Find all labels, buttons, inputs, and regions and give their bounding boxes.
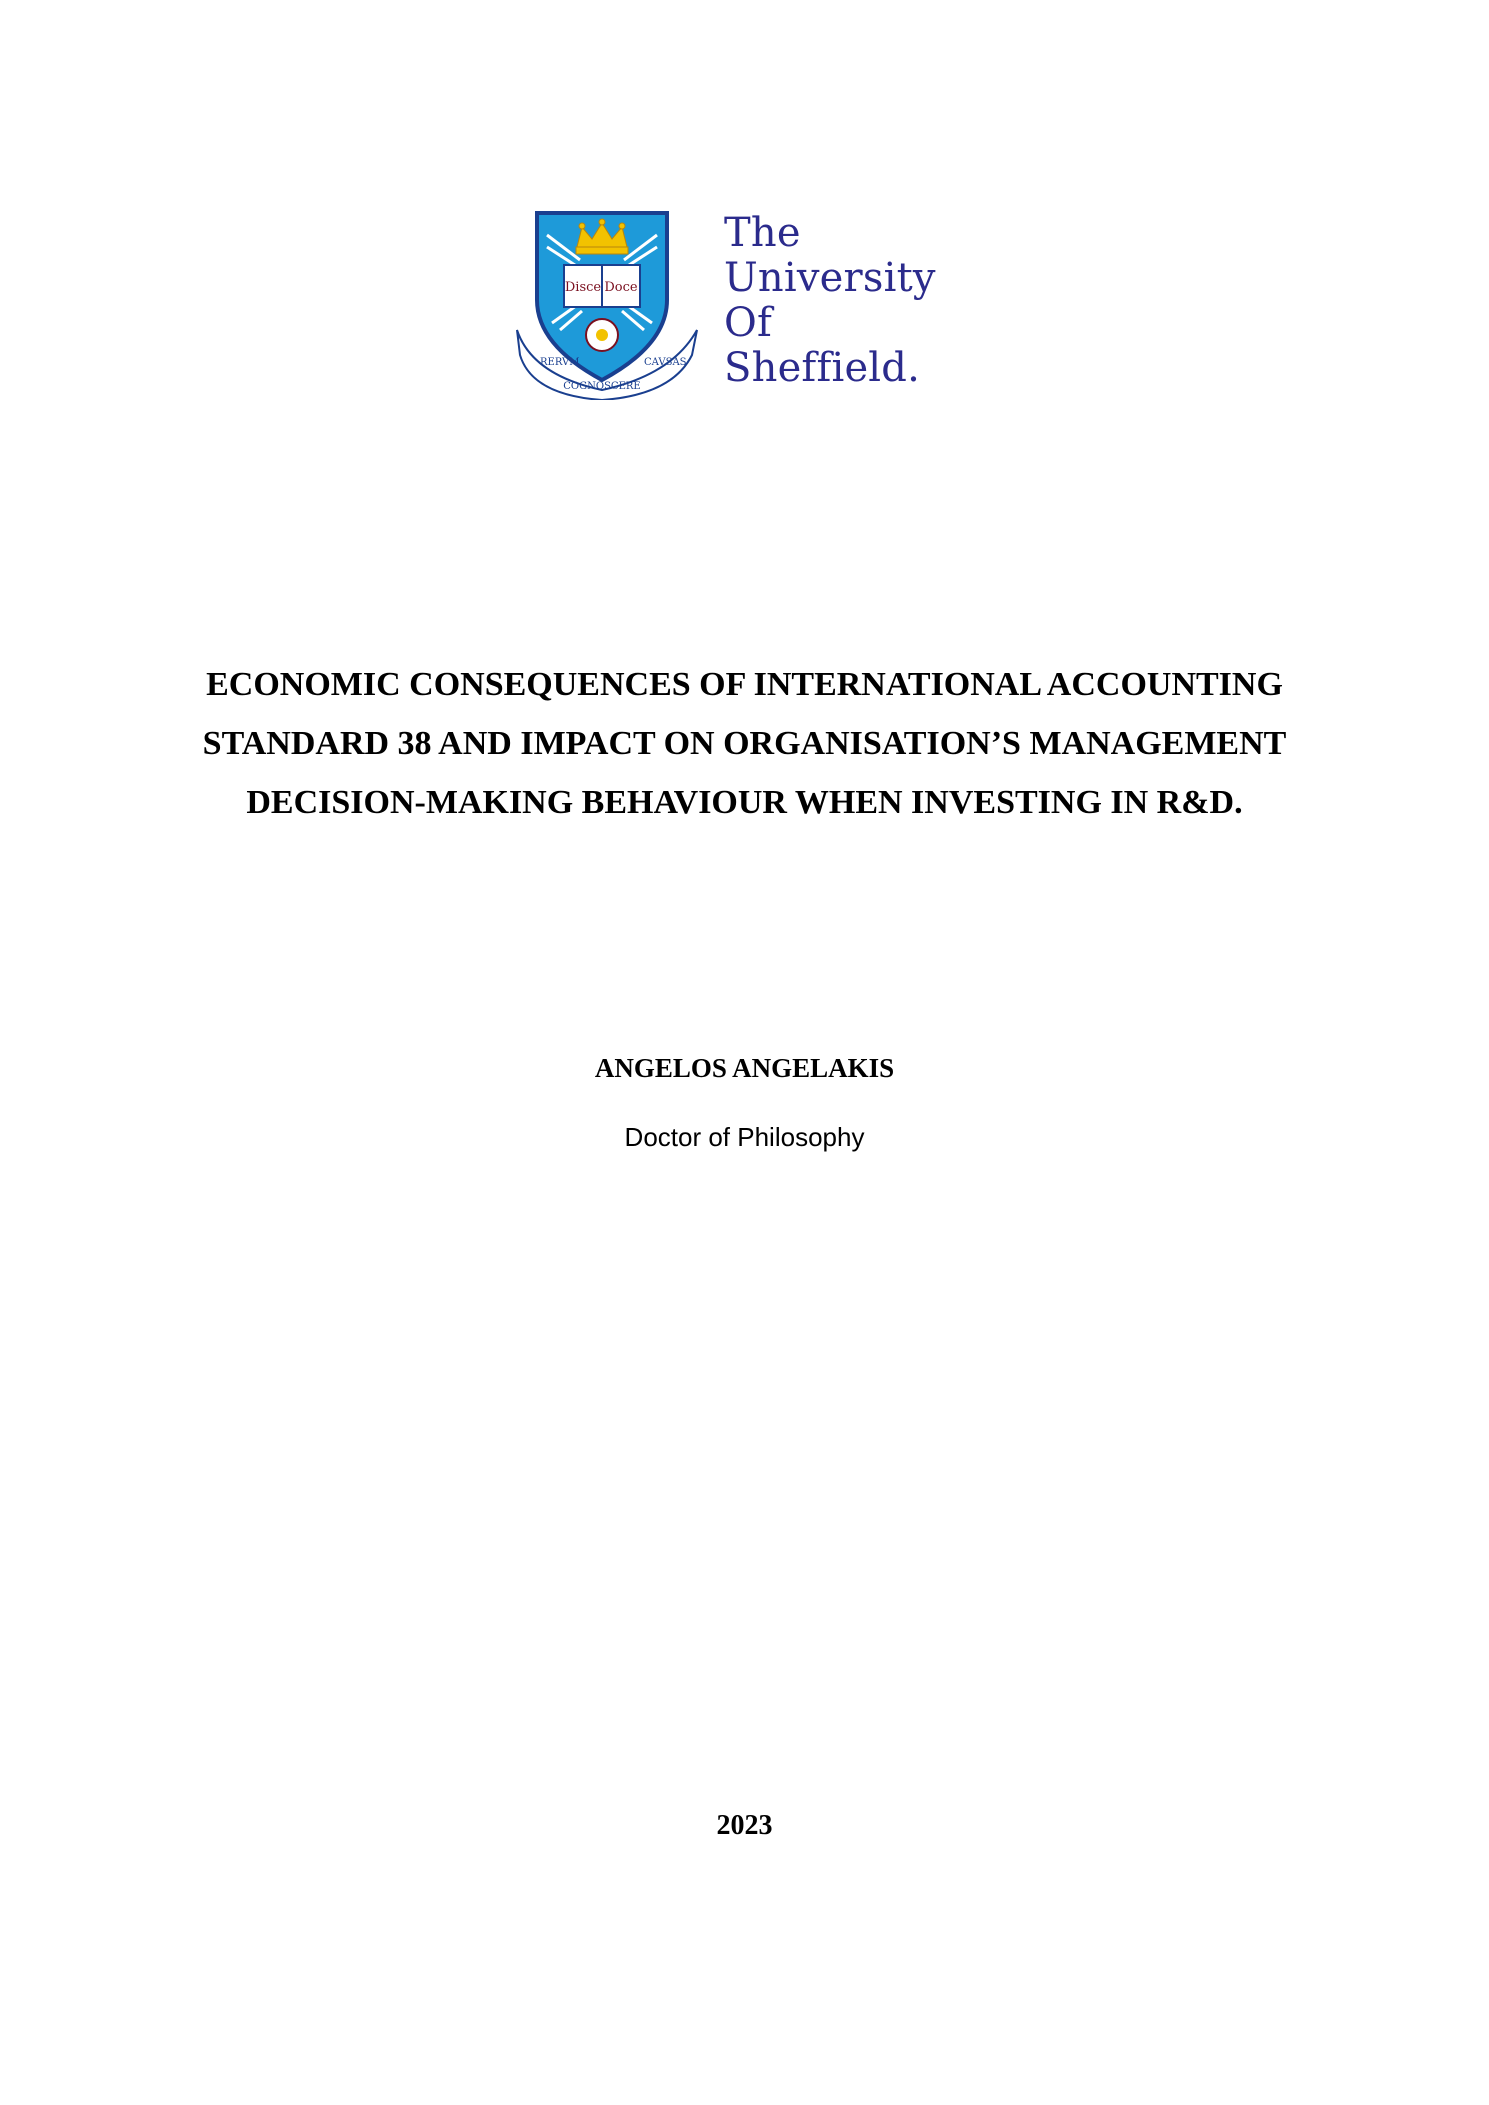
thesis-title-line-3: DECISION-MAKING BEHAVIOUR WHEN INVESTING IN R&D.: [246, 784, 1243, 821]
crest-motto-left: RERVM: [540, 357, 580, 368]
wordmark-line-2: University: [724, 255, 936, 301]
thesis-title: [100, 655, 1389, 832]
university-crest-icon: [512, 205, 702, 400]
university-logo: [512, 205, 942, 400]
degree-name: Doctor of Philosophy: [624, 1122, 865, 1152]
wordmark-line-3: Of: [724, 300, 772, 346]
thesis-title-line-1: ECONOMIC CONSEQUENCES OF INTERNATIONAL ACCOUNTING: [206, 666, 1283, 703]
author-name: ANGELOS ANGELAKIS: [594, 1053, 895, 1083]
university-wordmark: [724, 211, 936, 391]
crest-motto-center: COGNOSCERE: [563, 381, 641, 392]
crest-book-left-text: Disce: [564, 280, 602, 295]
crest-motto-right: CAVSAS: [644, 357, 687, 368]
wordmark-line-1: The: [724, 210, 801, 256]
submission-year: 2023: [716, 1810, 773, 1841]
crest-book-right-text: Doce: [604, 280, 638, 295]
wordmark-line-4: Sheffield.: [724, 345, 921, 391]
thesis-title-line-2: STANDARD 38 AND IMPACT ON ORGANISATION’S MANAGEMENT: [202, 725, 1287, 762]
